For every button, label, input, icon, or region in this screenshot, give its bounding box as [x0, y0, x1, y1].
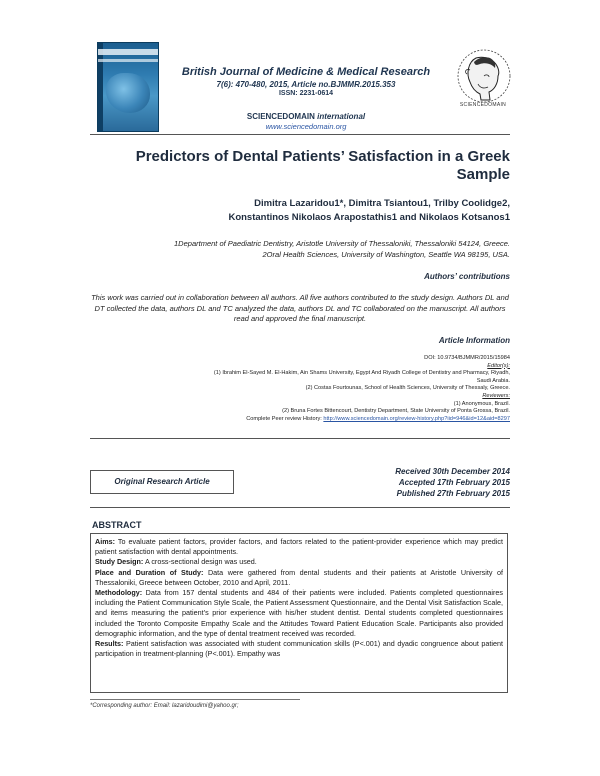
article-type-badge: Original Research Article [90, 470, 234, 494]
publisher-name: SCIENCEDOMAIN international [246, 112, 366, 121]
contributions-heading: Authors’ contributions [424, 272, 510, 281]
journal-cover-image [97, 42, 159, 132]
author-list [90, 197, 510, 225]
date-accepted: Accepted 17th February 2015 [398, 478, 510, 487]
abstract-aims: Aims: To evaluate patient factors, provider factors, and factors related to the patient-provider experience which may predict patient satisfaction with dental appointments. [95, 537, 503, 557]
author-line-1: Dimitra Lazaridou1*, Dimitra Tsiantou1, Trilby Coolidge2, [254, 198, 510, 209]
article-info [90, 355, 510, 423]
editor-1-line-2: Saudi Arabia. [476, 377, 510, 384]
journal-name: British Journal of Medicine & Medical Research [181, 66, 431, 78]
abstract-heading: ABSTRACT [92, 520, 142, 530]
publisher-logo-icon [454, 46, 514, 108]
publisher-url[interactable]: www.sciencedomain.org [265, 122, 347, 131]
doi: DOI: 10.9734/BJMMR/2015/15984 [424, 355, 510, 361]
footnote-divider [90, 699, 300, 700]
paper-title: Predictors of Dental Patients’ Satisfaction in a Greek Sample [135, 148, 510, 183]
reviewer-1: (1) Anonymous, Brazil. [453, 400, 510, 407]
peer-review-history-link[interactable]: http://www.sciencedomain.org/review-history.php?iid=946&id=12&aid=8297 [323, 415, 510, 422]
peer-review-history: Complete Peer review History: http://www.sciencedomain.org/review-history.php?iid=946&id=12&aid=8297 [246, 415, 510, 422]
abstract-box [90, 533, 508, 693]
corresponding-author-footnote: *Corresponding author: Email: lazaridoudimi@yahoo.gr; [90, 703, 239, 709]
abstract-results: Results: Patient satisfaction was associated with student communication skills (P<.001) and dyadic congruence about patient participation in treatment-planning (P<.001). Empathy was [95, 639, 503, 659]
date-received: Received 30th December 2014 [395, 467, 510, 476]
affiliation-1: 1Department of Paediatric Dentistry, Aristotle University of Thessaloniki, Thessaloniki 54124, Greece. [174, 239, 510, 248]
journal-header [160, 66, 452, 97]
affiliations [90, 238, 510, 260]
article-dates [320, 466, 510, 499]
abstract-methodology: Methodology: Data from 157 dental students and 484 of their patients were included. Patients completed questionnaires including the Patient Communication Style Scale, the Patient Assessment Questionnaire, and the Dental Visit Satisfaction Scale, and items measuring the patient’s prior experience with his/her student dentist. Dental students completed questionnaires included the Toronto Composite Empathy Scale and the Attitudes Toward Patient Education Scale. Participants also provided demographic information, and the type of dental treatment received was recorded. [95, 588, 503, 638]
dates-divider [90, 507, 510, 508]
abstract-place: Place and Duration of Study: Data were gathered from dental students and their patients at Aristotle University of Thessaloniki, Greece between October, 2010 and April, 2011. [95, 567, 503, 587]
affiliation-2: 2Oral Health Sciences, University of Washington, Seattle WA 98195, USA. [262, 250, 510, 259]
abstract-design: Study Design: A cross-sectional design was used. [95, 557, 257, 567]
editor-2: (2) Costas Fourtounas, School of Health Sciences, University of Thessaly, Greece. [305, 385, 510, 392]
date-published: Published 27th February 2015 [396, 489, 510, 498]
contributions-text: This work was carried out in collaboration between all authors. All five authors contributed to the study design. Authors DL and DT collected the data, authors DL and TC analyzed the data, authors DL and TC collaborated on the manuscript. All authors read and approved the final manuscript. [91, 293, 509, 323]
header-divider [90, 134, 510, 135]
reviewers-label: Reviewers: [482, 392, 510, 399]
info-divider [90, 438, 510, 439]
publisher-block [160, 112, 452, 131]
editors-label: Editor(s): [487, 362, 510, 369]
publisher-logo-text: SCIENCEDOMAIN [459, 102, 507, 108]
article-info-heading: Article Information [438, 336, 510, 345]
journal-issn: ISSN: 2231-0614 [278, 90, 334, 97]
author-line-2: Konstantinos Nikolaos Arapostathis1 and Nikolaos Kotsanos1 [228, 212, 510, 223]
editor-1-line-1: (1) Ibrahim El-Sayed M. El-Hakim, Ain Shams University, Egypt And Riyadh College of Dentistry and Pharmacy, Riyadh, [213, 370, 510, 377]
journal-issue: 7(6): 470-480, 2015, Article no.BJMMR.2015.353 [216, 80, 396, 89]
reviewer-2: (2) Bruna Fortes Bittencourt, Dentistry Department, State University of Ponta Grossa, Brazil. [282, 408, 510, 415]
